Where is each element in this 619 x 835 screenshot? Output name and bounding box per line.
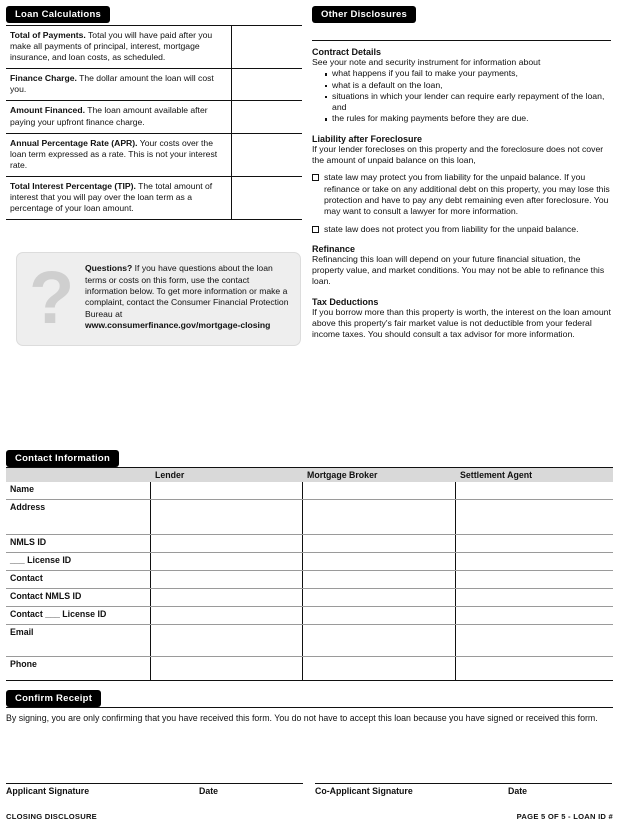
confirm-receipt-body: By signing, you are only confirming that you have received this form. You do not have to accept this loan because you have signed or received this form. — [6, 713, 598, 723]
liability-option-2[interactable] — [312, 224, 611, 235]
liability-option-1-text: state law may protect you from liability for the unpaid balance. If you refinance or take on any additional debt on this property, you may lose this protection and have to pay any debt remaining even after foreclosure. You may want to consult a lawyer for more information. — [324, 172, 610, 217]
cell-nmls-broker[interactable] — [302, 535, 455, 553]
loan-calculations-row — [6, 133, 302, 176]
row-label-license-id: ___ License ID — [6, 553, 150, 571]
confirm-receipt-header — [6, 690, 613, 707]
loan-calculations-row — [6, 100, 302, 132]
confirm-receipt-rule — [6, 707, 613, 708]
contact-col-mortgage-broker: Mortgage Broker — [302, 468, 455, 482]
tip-value[interactable] — [232, 177, 302, 219]
questions-box-text — [85, 263, 293, 331]
checkbox-icon[interactable] — [312, 174, 319, 181]
cell-email-agent[interactable] — [455, 625, 613, 657]
refinance-body: Refinancing this loan will depend on your future financial situation, the property value, and market conditions. You may not be able to refinance this loan. — [312, 253, 605, 287]
cell-contact-license-agent[interactable] — [455, 607, 613, 625]
loan-calculations-header-bar — [6, 6, 110, 23]
loan-calculations-row — [6, 25, 302, 68]
row-label-contact-nmls-id: Contact NMLS ID — [6, 589, 150, 607]
footer-form-name: CLOSING DISCLOSURE — [6, 812, 97, 821]
table-row — [6, 607, 613, 625]
tip-label: Total Interest Percentage (TIP). — [10, 180, 136, 191]
row-label-nmls-id: NMLS ID — [6, 535, 150, 553]
tax-deductions-body: If you borrow more than this property is worth, the interest on the loan amount above this property's fair market value is not deductible from your federal income taxes. You should consult a tax advisor for more information. — [312, 306, 611, 340]
loan-calculations-row — [6, 68, 302, 100]
contact-col-lender: Lender — [150, 468, 302, 482]
other-disclosures-column — [303, 0, 619, 346]
table-row — [6, 657, 613, 681]
loan-calculations-header — [6, 6, 303, 23]
contact-information-table — [6, 467, 613, 681]
row-label-name: Name — [6, 482, 150, 500]
contract-details-bullets — [312, 68, 611, 124]
other-disclosures-title: Other Disclosures — [321, 9, 408, 20]
table-row — [6, 482, 613, 500]
cell-phone-lender[interactable] — [150, 657, 302, 681]
row-label-phone: Phone — [6, 657, 150, 681]
contact-information-header — [6, 450, 613, 467]
cell-address-agent[interactable] — [455, 500, 613, 535]
questions-body: If you have questions about the loan terms or costs on this form, use the contact information below. To get more information or make a complaint, contact the Consumer Financial Protection Bureau at — [85, 263, 289, 319]
amount-financed-value[interactable] — [232, 101, 302, 132]
row-label-email: Email — [6, 625, 150, 657]
other-disclosures-rule — [312, 40, 611, 41]
table-row — [6, 625, 613, 657]
confirm-receipt-title: Confirm Receipt — [15, 693, 93, 704]
cfpb-url[interactable]: www.consumerfinance.gov/mortgage-closing — [85, 320, 271, 331]
total-of-payments-text: Total you will have paid after you make all payments of principal, interest, mortgage insurance, and loan costs, as scheduled. — [10, 30, 213, 63]
contact-information-title: Contact Information — [15, 453, 110, 464]
page-footer — [6, 812, 613, 821]
cell-nmls-lender[interactable] — [150, 535, 302, 553]
applicant-date-label: Date — [199, 786, 219, 796]
cell-name-lender[interactable] — [150, 482, 302, 500]
apr-description — [6, 134, 232, 176]
contract-details-bullet: the rules for making payments before they are due. — [325, 113, 611, 124]
cell-contact-nmls-lender[interactable] — [150, 589, 302, 607]
table-row — [6, 589, 613, 607]
applicant-signature-block — [6, 783, 309, 796]
loan-calculations-row — [6, 176, 302, 219]
contract-details-bullet: situations in which your lender can require early repayment of the loan, and — [325, 91, 611, 114]
loan-calculations-table — [6, 25, 302, 220]
cell-email-broker[interactable] — [302, 625, 455, 657]
other-disclosures-header — [312, 6, 611, 23]
other-disclosures-header-bar — [312, 6, 416, 23]
apr-text: Your costs over the loan term expressed as a rate. This is not your interest rate. — [10, 137, 218, 170]
cell-contact-lender[interactable] — [150, 571, 302, 589]
contract-details-heading: Contract Details — [312, 47, 382, 57]
signature-area — [6, 783, 613, 796]
coapplicant-date-label: Date — [508, 786, 528, 796]
refinance-heading: Refinance — [312, 243, 356, 254]
top-columns — [0, 0, 619, 346]
liability-option-2-text: state law does not protect you from liability for the unpaid balance. — [324, 223, 579, 234]
amount-financed-text: The loan amount available after paying your upfront finance charge. — [10, 105, 208, 127]
loan-calculations-table-bottom-rule — [6, 219, 302, 220]
liability-option-1[interactable] — [312, 172, 611, 217]
total-of-payments-value[interactable] — [232, 26, 302, 68]
cell-contact-license-lender[interactable] — [150, 607, 302, 625]
applicant-signature-line[interactable] — [6, 783, 303, 784]
coapplicant-signature-label: Co-Applicant Signature — [315, 786, 413, 796]
cell-address-broker[interactable] — [302, 500, 455, 535]
contact-information-section — [6, 450, 613, 681]
finance-charge-text: The dollar amount the loan will cost you. — [10, 73, 214, 95]
contact-col-blank — [6, 468, 150, 482]
finance-charge-description — [6, 69, 232, 100]
confirm-receipt-section — [6, 690, 613, 796]
cell-email-lender[interactable] — [150, 625, 302, 657]
cell-name-agent[interactable] — [455, 482, 613, 500]
table-row — [6, 553, 613, 571]
loan-calculations-title: Loan Calculations — [15, 9, 102, 20]
cell-license-broker[interactable] — [302, 553, 455, 571]
amount-financed-label: Amount Financed. — [10, 105, 85, 116]
cell-contact-agent[interactable] — [455, 571, 613, 589]
cell-contact-license-broker[interactable] — [302, 607, 455, 625]
coapplicant-signature-line[interactable] — [315, 783, 612, 784]
contact-information-header-bar — [6, 450, 119, 467]
confirm-receipt-header-bar — [6, 690, 101, 707]
cell-license-agent[interactable] — [455, 553, 613, 571]
total-of-payments-description — [6, 26, 232, 68]
table-row — [6, 500, 613, 535]
table-row — [6, 535, 613, 553]
loan-calculations-column — [0, 0, 303, 346]
cell-nmls-agent[interactable] — [455, 535, 613, 553]
cell-contact-broker[interactable] — [302, 571, 455, 589]
liability-intro: If your lender forecloses on this property and the foreclosure does not cover the amount of unpaid balance on this loan, — [312, 143, 604, 166]
footer-page-number: PAGE 5 OF 5 - LOAN ID # — [516, 812, 613, 821]
cell-license-lender[interactable] — [150, 553, 302, 571]
apr-value[interactable] — [232, 134, 302, 176]
coapplicant-signature-block — [309, 783, 612, 796]
apr-label: Annual Percentage Rate (APR). — [10, 137, 138, 148]
cell-contact-nmls-agent[interactable] — [455, 589, 613, 607]
finance-charge-label: Finance Charge. — [10, 73, 77, 84]
tip-description — [6, 177, 232, 219]
liability-after-foreclosure-heading: Liability after Foreclosure — [312, 133, 423, 144]
contract-details-intro: See your note and security instrument for information about — [312, 57, 541, 67]
row-label-contact-license-id: Contact ___ License ID — [6, 607, 150, 625]
cell-address-lender[interactable] — [150, 500, 302, 535]
cell-phone-agent[interactable] — [455, 657, 613, 681]
applicant-signature-label: Applicant Signature — [6, 786, 90, 796]
table-row — [6, 571, 613, 589]
questions-lead: Questions? — [85, 263, 133, 274]
amount-financed-description — [6, 101, 232, 132]
coapplicant-signature-labels — [315, 786, 612, 796]
checkbox-icon[interactable] — [312, 226, 319, 233]
contract-details-bullet: what is a default on the loan, — [325, 80, 611, 91]
questions-box — [16, 252, 301, 346]
cell-phone-broker[interactable] — [302, 657, 455, 681]
tax-deductions-heading: Tax Deductions — [312, 296, 379, 307]
finance-charge-value[interactable] — [232, 69, 302, 100]
contact-col-settlement-agent: Settlement Agent — [455, 468, 613, 482]
tip-text: The total amount of interest that you will pay over the loan term as a percentage of your loan amount. — [10, 180, 213, 214]
row-label-contact: Contact — [6, 571, 150, 589]
row-label-address: Address — [6, 500, 150, 535]
question-mark-icon: ? — [29, 256, 75, 340]
total-of-payments-label: Total of Payments. — [10, 30, 86, 40]
cell-contact-nmls-broker[interactable] — [302, 589, 455, 607]
contract-details-bullet: what happens if you fail to make your payments, — [325, 68, 611, 79]
cell-name-broker[interactable] — [302, 482, 455, 500]
contact-table-header-row — [6, 468, 613, 482]
applicant-signature-labels — [6, 786, 309, 796]
